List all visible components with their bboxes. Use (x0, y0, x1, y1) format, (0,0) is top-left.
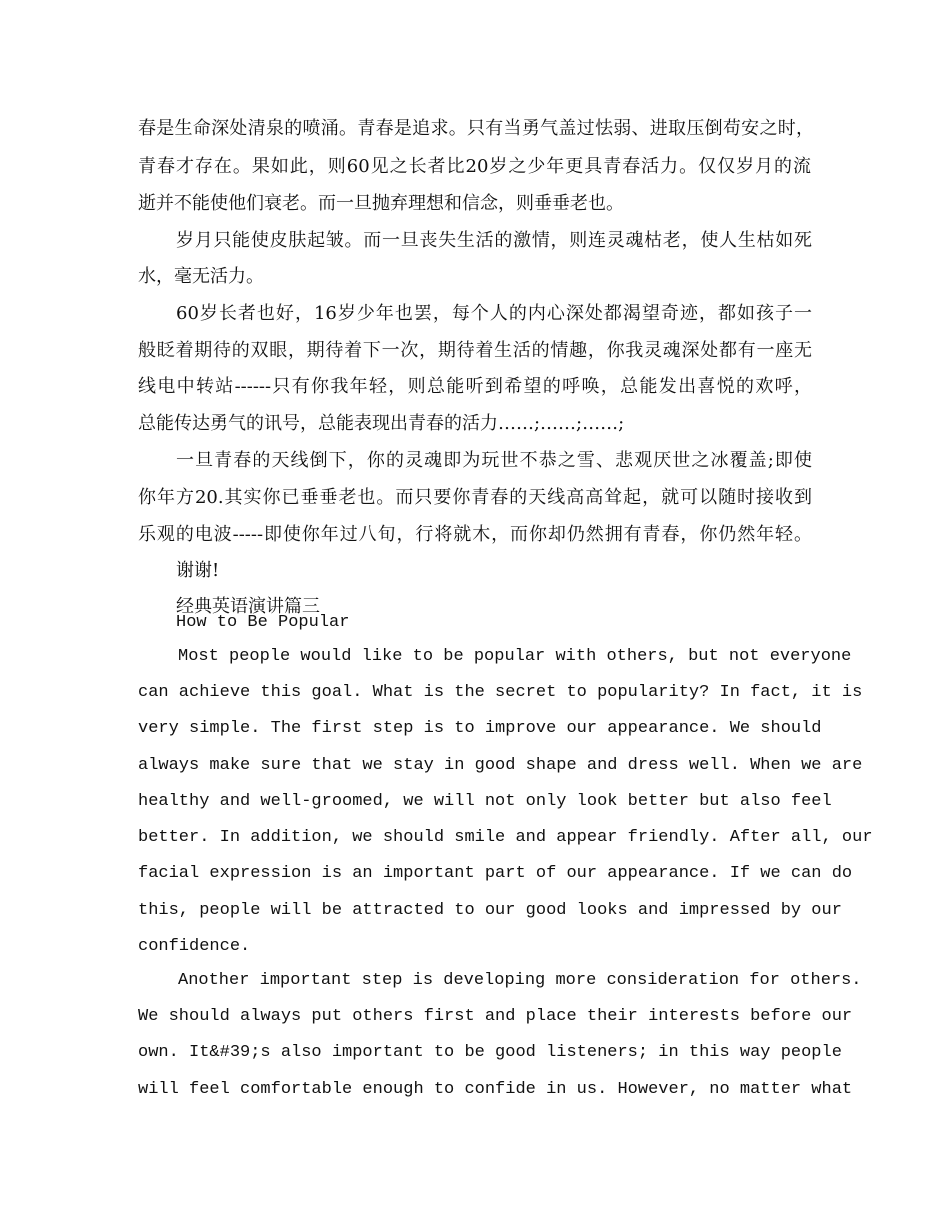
section-heading: 经典英语演讲篇三 (176, 596, 320, 617)
text-line: 青春才存在。果如此，则60见之长者比20岁之少年更具青春活力。仅仅岁月的流 (138, 156, 811, 177)
text-line: can achieve this goal. What is the secret to popularity? In fact, it is (138, 683, 863, 702)
text-line: better. In addition, we should smile and appear friendly. After all, our (138, 828, 873, 847)
text-line: 岁月只能使皮肤起皱。而一旦丧失生活的激情，则连灵魂枯老，使人生枯如死 (176, 230, 812, 251)
text-line: 春是生命深处清泉的喷涌。青春是追求。只有当勇气盖过怯弱、进取压倒苟安之时， (138, 118, 814, 139)
text-line: 总能传达勇气的讯号，总能表现出青春的活力……;……;……; (138, 413, 625, 434)
text-line: 线电中转站------只有你我年轻，则总能听到希望的呼唤，总能发出喜悦的欢呼， (138, 376, 812, 397)
text-line: 水，毫无活力。 (138, 266, 264, 287)
text-line: facial expression is an important part of our appearance. If we can do (138, 864, 853, 883)
text-line: 一旦青春的天线倒下，你的灵魂即为玩世不恭之雪、悲观厌世之冰覆盖;即使 (176, 450, 812, 471)
text-line: 60岁长者也好，16岁少年也罢，每个人的内心深处都渴望奇迹，都如孩子一 (176, 303, 812, 324)
text-line: 逝并不能使他们衰老。而一旦抛弃理想和信念，则垂垂老也。 (138, 193, 624, 214)
text-line: this, people will be attracted to our good looks and impressed by our (138, 901, 842, 920)
text-line: healthy and well-groomed, we will not only look better but also feel (138, 792, 832, 811)
text-line: Another important step is developing more consideration for others. (178, 971, 862, 990)
text-line: We should always put others first and place their interests before our (138, 1007, 853, 1026)
text-line: 你年方20.其实你已垂垂老也。而只要你青春的天线高高耸起，就可以随时接收到 (138, 487, 812, 508)
text-line: will feel comfortable enough to confide in us. However, no matter what (138, 1080, 853, 1099)
text-line: 谢谢! (176, 560, 220, 581)
text-line: confidence. (138, 937, 251, 956)
text-line: very simple. The first step is to improve our appearance. We should (138, 719, 822, 738)
text-line: always make sure that we stay in good shape and dress well. When we are (138, 756, 863, 775)
text-line: 乐观的电波-----即使你年过八旬，行将就木，而你却仍然拥有青春，你仍然年轻。 (138, 524, 812, 545)
speech-title: How to Be Popular (176, 613, 350, 632)
text-line: Most people would like to be popular with others, but not everyone (178, 647, 852, 666)
text-line: 般眨着期待的双眼，期待着下一次，期待着生活的情趣，你我灵魂深处都有一座无 (138, 340, 812, 361)
text-line: own. It&#39;s also important to be good listeners; in this way people (138, 1043, 842, 1062)
